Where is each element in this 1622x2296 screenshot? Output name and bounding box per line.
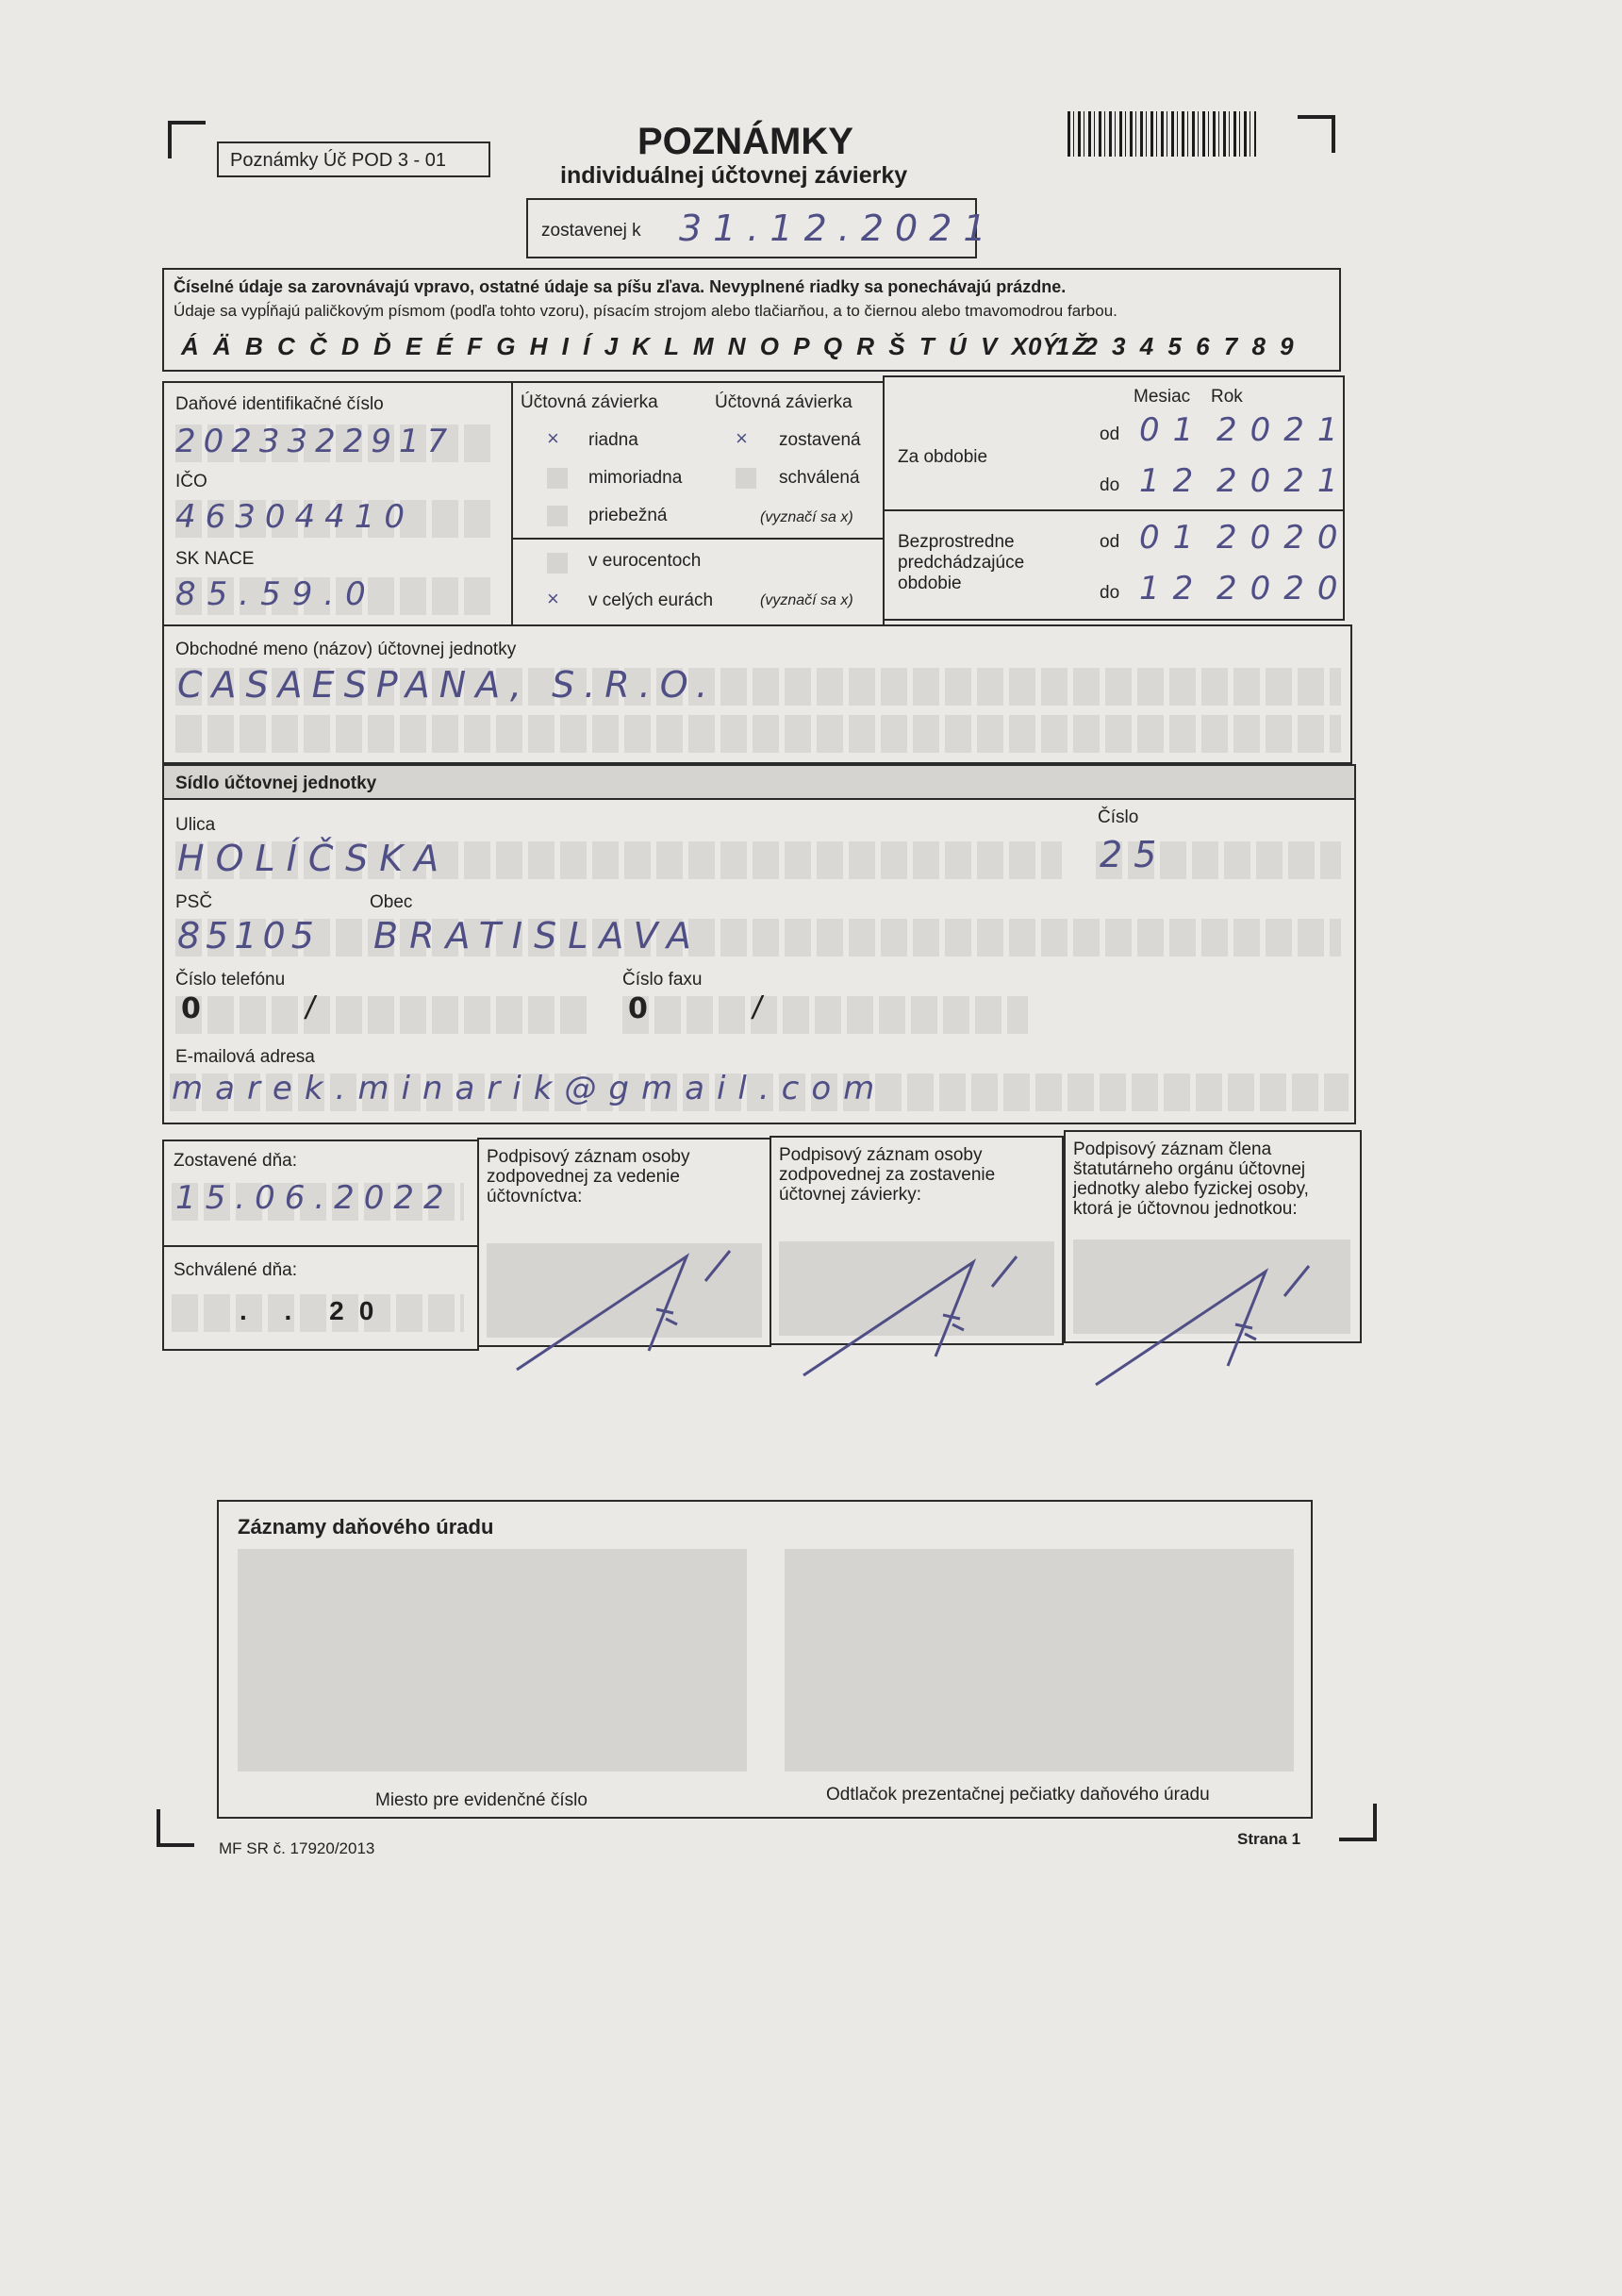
- tax-office-section: [217, 1500, 1313, 1819]
- compiled-on-value[interactable]: 15.06.2022: [175, 1179, 454, 1217]
- cur-from-label: od: [1100, 424, 1120, 444]
- closing-type-section: [511, 381, 885, 626]
- entity-name-label: Obchodné meno (názov) účtovnej jednotky: [175, 640, 517, 659]
- zostavena-checkbox[interactable]: ×: [736, 426, 748, 450]
- period-section: [883, 375, 1351, 621]
- corner-mark-bottom-left: [157, 1809, 194, 1847]
- city-value[interactable]: BRATISLAVA: [373, 915, 703, 957]
- evidence-number-caption: Miesto pre evidenčné číslo: [375, 1790, 588, 1810]
- signature-scribble-3: [1086, 1253, 1332, 1394]
- page-title: POZNÁMKY: [637, 121, 853, 162]
- mark-hint-1: (vyznačí sa x): [760, 509, 853, 525]
- phone-slash: /: [306, 990, 315, 1026]
- number-label: Číslo: [1098, 807, 1139, 827]
- dic-value[interactable]: 2023322917: [175, 423, 455, 460]
- dic-label: Daňové identifikačné číslo: [175, 394, 384, 414]
- footer-ministry: MF SR č. 17920/2013: [219, 1839, 375, 1857]
- prev-from-year[interactable]: 2020: [1216, 519, 1351, 557]
- signature-preparation: [770, 1136, 1064, 1345]
- cur-to-year[interactable]: 2021: [1216, 462, 1351, 500]
- fax-slash: /: [753, 990, 762, 1026]
- eurocent-label: v eurocentoch: [588, 551, 702, 571]
- prev-from-month[interactable]: 01: [1139, 519, 1207, 557]
- form-code: Poznámky Úč POD 3 - 01: [230, 150, 446, 171]
- seat-section: [162, 764, 1356, 1124]
- sknace-value[interactable]: 85.59.0: [175, 575, 377, 613]
- compiled-date: 31.12.2021: [679, 208, 998, 249]
- alphabet-sample: Á Ä B C Č D Ď E É F G H I Í J K L M N O P Q R Š T Ú V X Ý Ž: [181, 332, 1092, 360]
- riadna-checkbox[interactable]: ×: [547, 426, 559, 450]
- priebezna-checkbox[interactable]: [547, 506, 568, 526]
- phone-value[interactable]: 0: [181, 992, 218, 1025]
- digits-sample: 0 1 2 3 4 5 6 7 8 9: [1028, 332, 1298, 360]
- ico-label: IČO: [175, 472, 207, 491]
- mimoriadna-label: mimoriadna: [588, 468, 683, 488]
- eur-label: v celých eurách: [588, 591, 714, 610]
- cur-to-month[interactable]: 12: [1139, 462, 1207, 500]
- closing-col1-label: Účtovná závierka: [521, 392, 658, 412]
- compiled-on-label: Zostavené dňa:: [174, 1151, 297, 1171]
- phone-label: Číslo telefónu: [175, 970, 286, 990]
- year-label: Rok: [1211, 387, 1243, 407]
- prev-to-month[interactable]: 12: [1139, 570, 1207, 607]
- riadna-label: riadna: [588, 430, 638, 450]
- entity-name-section: [162, 624, 1352, 764]
- evidence-number-area[interactable]: [238, 1549, 747, 1772]
- sknace-label: SK NACE: [175, 549, 255, 569]
- seat-header: Sídlo účtovnej jednotky: [175, 774, 377, 793]
- eur-checkbox[interactable]: ×: [547, 587, 559, 610]
- email-label: E-mailová adresa: [175, 1047, 315, 1067]
- cur-from-year[interactable]: 2021: [1216, 411, 1351, 449]
- fax-value[interactable]: 0: [628, 992, 665, 1025]
- form-code-box: [217, 141, 490, 177]
- prev-to-year[interactable]: 2020: [1216, 570, 1351, 607]
- psc-label: PSČ: [175, 892, 213, 912]
- ico-value[interactable]: 46304410: [175, 498, 415, 536]
- approved-on-label: Schválené dňa:: [174, 1260, 297, 1280]
- corner-mark-bottom-right: [1339, 1804, 1377, 1841]
- instructions-box: [162, 268, 1341, 372]
- sig2-label: Podpisový záznam osoby zodpovednej za zostavenie účtovnej závierky:: [779, 1145, 996, 1205]
- barcode: [1068, 111, 1256, 157]
- mark-hint-2: (vyznačí sa x): [760, 592, 853, 608]
- sig1-label: Podpisový záznam osoby zodpovednej za vedenie účtovníctva:: [487, 1147, 690, 1206]
- previous-period-label: Bezprostredne predchádzajúce obdobie: [898, 532, 1025, 593]
- instructions-line2: Údaje sa vypĺňajú paličkovým písmom (podľa tohto vzoru), písacím strojom alebo tlačiarňou, a to čiernou alebo tmavomodrou farbou.: [174, 302, 1117, 320]
- tax-office-header: Záznamy daňového úradu: [238, 1515, 494, 1539]
- zostavena-label: zostavená: [779, 430, 861, 450]
- street-value[interactable]: HOLÍČSKA: [177, 838, 451, 879]
- street-label: Ulica: [175, 815, 216, 835]
- prev-from-label: od: [1100, 532, 1120, 552]
- compiled-label: zostavenej k: [541, 221, 641, 241]
- cur-to-label: do: [1100, 475, 1120, 495]
- priebezna-label: priebežná: [588, 506, 668, 525]
- signature-scribble-1: [507, 1238, 753, 1379]
- schvalena-label: schválená: [779, 468, 860, 488]
- dates-section: [162, 1140, 479, 1351]
- approved-on-value[interactable]: . . 20: [240, 1296, 389, 1325]
- stamp-area[interactable]: [785, 1549, 1294, 1772]
- identity-section: [162, 381, 513, 626]
- email-value[interactable]: marek.minarik@gmail.com: [172, 1070, 887, 1107]
- month-label: Mesiac: [1134, 387, 1191, 407]
- fax-label: Číslo faxu: [622, 970, 703, 990]
- eurocent-checkbox[interactable]: [547, 553, 568, 574]
- signature-scribble-2: [794, 1243, 1039, 1385]
- schvalena-checkbox[interactable]: [736, 468, 756, 489]
- closing-col2-label: Účtovná závierka: [715, 392, 852, 412]
- sig3-label: Podpisový záznam člena štatutárneho orgánu účtovnej jednotky alebo fyzickej osoby, ktorá je účtovnou jednotkou:: [1073, 1140, 1309, 1219]
- corner-mark-top-right: [1298, 115, 1335, 153]
- entity-name-value[interactable]: CASAESPANA, S.R.O.: [177, 664, 718, 706]
- compiled-date-box: [526, 198, 998, 258]
- footer-page: Strana 1: [1237, 1830, 1301, 1848]
- corner-mark-top-left: [168, 121, 206, 158]
- mimoriadna-checkbox[interactable]: [547, 468, 568, 489]
- signature-accounting: [477, 1138, 771, 1347]
- psc-value[interactable]: 85105: [177, 915, 320, 957]
- cur-from-month[interactable]: 01: [1139, 411, 1207, 449]
- page-subtitle: individuálnej účtovnej závierky: [560, 162, 908, 189]
- current-period-label: Za obdobie: [898, 447, 988, 467]
- number-value[interactable]: 25: [1100, 834, 1168, 875]
- instructions-line1: Číselné údaje sa zarovnávajú vpravo, ostatné údaje sa píšu zľava. Nevyplnené riadky sa ponechávajú prázdne.: [174, 277, 1067, 296]
- signature-statutory: [1064, 1130, 1362, 1343]
- city-label: Obec: [370, 892, 413, 912]
- stamp-caption: Odtlačok prezentačnej pečiatky daňového úradu: [826, 1785, 1210, 1805]
- prev-to-label: do: [1100, 583, 1120, 603]
